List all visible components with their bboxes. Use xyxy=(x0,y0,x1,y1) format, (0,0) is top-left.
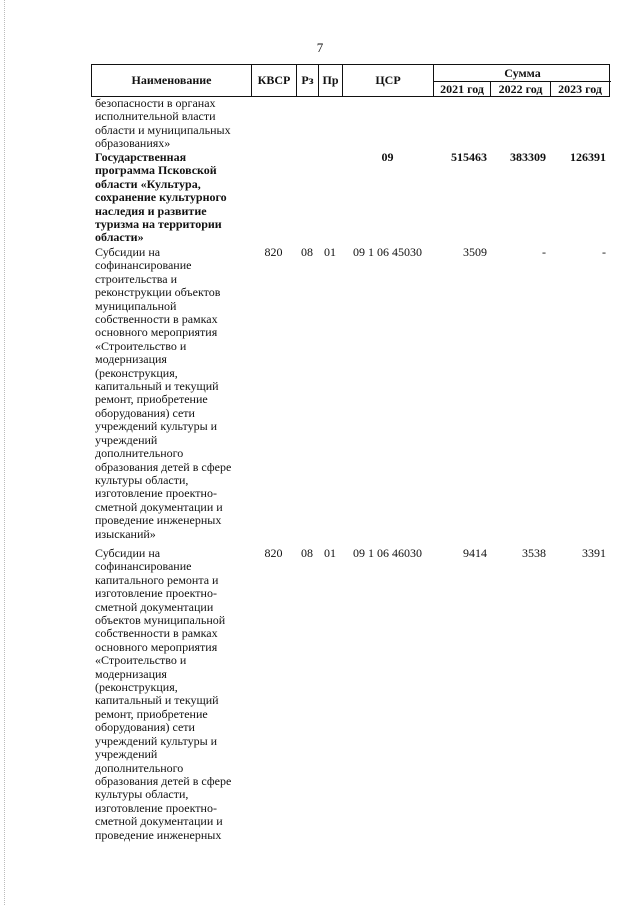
row-name-line: Субсидии на xyxy=(95,546,161,560)
row-name-line: изготовление проектно- xyxy=(95,486,217,501)
header-kvsr: КВСР xyxy=(252,65,297,96)
page-number: 7 xyxy=(316,40,324,55)
row-name-line: оборудования) сети xyxy=(95,720,195,735)
row-name-line: изготовление проектно- xyxy=(95,800,217,815)
row-pr: 01 xyxy=(324,245,336,259)
row-name-line: образованиях» xyxy=(95,136,171,151)
row-name-line: софинансирование xyxy=(95,258,192,273)
row-name-line: софинансирование xyxy=(95,559,192,574)
row-name-line: ремонт, приобретение xyxy=(95,706,208,721)
row-name-line: «Строительство и xyxy=(95,653,187,668)
row-2021: 3509 xyxy=(463,245,487,259)
row-name-line: основного мероприятия xyxy=(95,639,218,654)
row-2022: 3538 xyxy=(522,546,546,560)
row-name-line: проведение инженерных xyxy=(95,513,222,528)
row-name-line: капитального ремонта и xyxy=(95,572,219,587)
row-name-line: основного мероприятия xyxy=(95,325,218,340)
row-name-line: ремонт, приобретение xyxy=(95,392,208,407)
row-name-line: сметной документации xyxy=(95,599,214,614)
row-name-line: капитальный и текущий xyxy=(95,693,219,708)
header-rz: Рз xyxy=(297,65,319,96)
row-name-line: собственности в рамках xyxy=(95,626,218,641)
header-year-2022: 2022 год xyxy=(491,81,551,97)
row-name-line: области и муниципальных xyxy=(95,122,231,137)
row-name-line: «Строительство и xyxy=(95,338,187,353)
row-2021: 515463 xyxy=(451,150,487,164)
header-csr: ЦСР xyxy=(343,65,434,96)
row-name-line: учреждений культуры и xyxy=(95,419,218,434)
row-name-line: дополнительного xyxy=(95,446,184,461)
row-name-line: (реконструкция, xyxy=(95,365,178,380)
row-name-line: оборудования) сети xyxy=(95,405,195,420)
row-name xyxy=(95,547,247,842)
row-kvsr: 820 xyxy=(264,245,283,259)
row-name-line: проведение инженерных xyxy=(95,827,222,842)
header-name: Наименование xyxy=(92,65,252,96)
row-kvsr: 820 xyxy=(264,546,283,560)
row-name-line: учреждений xyxy=(95,432,158,447)
row-name-line: изготовление проектно- xyxy=(95,586,217,601)
header-year-2021: 2021 год xyxy=(434,81,491,97)
row-name xyxy=(95,151,247,245)
row-name-line: Государственная xyxy=(95,150,187,164)
row-name-line: области» xyxy=(95,230,144,245)
row-csr: 09 1 06 45030 xyxy=(353,245,422,259)
header-year-2023: 2023 год xyxy=(558,82,602,96)
row-name-line: модернизация xyxy=(95,666,167,681)
row-name-line: строительства и xyxy=(95,271,177,286)
table-header xyxy=(91,64,610,97)
row-name-line: исполнительной власти xyxy=(95,109,216,124)
row-name-line: (реконструкция, xyxy=(95,680,178,695)
row-name-line: учреждений xyxy=(95,747,158,762)
row-2023: - xyxy=(602,245,606,259)
row-name-line: изысканий» xyxy=(95,526,156,541)
row-name-line: культуры области, xyxy=(95,472,189,487)
row-2022: 383309 xyxy=(510,150,546,164)
row-name-line: программа Псковской xyxy=(95,163,217,178)
row-2021: 9414 xyxy=(463,546,487,560)
row-name-line: наследия и развитие xyxy=(95,203,207,218)
row-name-line: образования детей в сфере xyxy=(95,773,232,788)
row-name-line: учреждений культуры и xyxy=(95,733,218,748)
row-name-line: области «Культура, xyxy=(95,176,201,191)
row-name-line: модернизация xyxy=(95,352,167,367)
row-rz: 08 xyxy=(301,245,313,259)
row-name-line: сметной документации и xyxy=(95,499,223,514)
row-name xyxy=(95,246,247,541)
header-sum: Сумма xyxy=(434,65,611,82)
row-name-line: собственности в рамках xyxy=(95,312,218,327)
row-name-line: безопасности в органах xyxy=(95,96,216,110)
row-csr: 09 1 06 46030 xyxy=(353,546,422,560)
row-pr: 01 xyxy=(324,546,336,560)
row-name-line: сметной документации и xyxy=(95,814,223,829)
row-name-line: Субсидии на xyxy=(95,245,161,259)
row-name-line: реконструкции объектов xyxy=(95,285,221,300)
row-name xyxy=(95,97,247,151)
page-edge xyxy=(4,0,6,905)
row-name-line: муниципальной xyxy=(95,298,177,313)
row-2023: 3391 xyxy=(582,546,606,560)
header-pr: Пр xyxy=(319,65,343,96)
row-name-line: капитальный и текущий xyxy=(95,379,219,394)
row-csr: 09 xyxy=(381,150,394,164)
row-name-line: объектов муниципальной xyxy=(95,613,226,628)
row-2022: - xyxy=(542,245,546,259)
row-2023: 126391 xyxy=(570,150,606,164)
row-name-line: туризма на территории xyxy=(95,217,222,232)
row-name-line: дополнительного xyxy=(95,760,184,775)
row-name-line: сохранение культурного xyxy=(95,190,227,205)
row-rz: 08 xyxy=(301,546,313,560)
row-name-line: образования детей в сфере xyxy=(95,459,232,474)
row-name-line: культуры области, xyxy=(95,787,189,802)
